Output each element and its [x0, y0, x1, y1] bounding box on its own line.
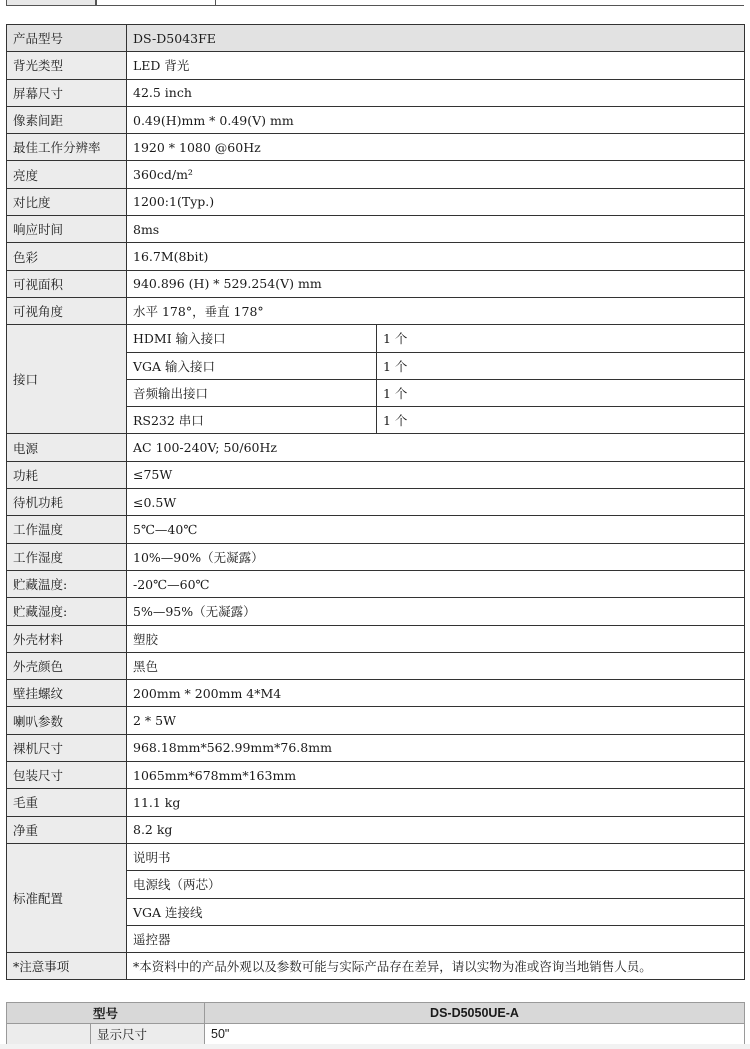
spec-value: 10%—90%（无凝露） — [127, 543, 745, 570]
spec-row — [7, 598, 745, 625]
spec-label: 裸机尺寸 — [7, 734, 127, 761]
spec-value: 8.2 kg — [127, 816, 745, 843]
spec-table — [6, 24, 745, 980]
interface-qty: 1 个 — [377, 379, 745, 406]
spec-row — [7, 652, 745, 679]
spec-label: 最佳工作分辨率 — [7, 134, 127, 161]
model-label: 型号 — [7, 1003, 205, 1024]
standard-config-item: VGA 连接线 — [127, 898, 745, 925]
spec-label: 亮度 — [7, 161, 127, 188]
spec-value: -20℃—60℃ — [127, 570, 745, 597]
interface-row — [7, 325, 745, 352]
spec-row — [7, 243, 745, 270]
spec-value: 940.896 (H) * 529.254(V) mm — [127, 270, 745, 297]
spec-value: 1065mm*678mm*163mm — [127, 762, 745, 789]
spec-value: ≤0.5W — [127, 489, 745, 516]
spec-value: 16.7M(8bit) — [127, 243, 745, 270]
spec-row — [7, 461, 745, 488]
spec-label: 包装尺寸 — [7, 762, 127, 789]
spec-value: AC 100-240V; 50/60Hz — [127, 434, 745, 461]
interface-label: 接口 — [7, 325, 127, 434]
spec-row — [7, 134, 745, 161]
spec-row — [7, 789, 745, 816]
spec-label: 色彩 — [7, 243, 127, 270]
spec-value: 5%—95%（无凝露） — [127, 598, 745, 625]
note-row — [7, 953, 745, 980]
spec-row — [7, 707, 745, 734]
standard-config-item: 电源线（两芯） — [127, 871, 745, 898]
spec-label: 像素间距 — [7, 106, 127, 133]
interface-qty: 1 个 — [377, 407, 745, 434]
spec-label: 可视角度 — [7, 297, 127, 324]
spec-label: 贮藏温度: — [7, 570, 127, 597]
model-value: DS-D5050UE-A — [205, 1003, 745, 1024]
spec-label: 对比度 — [7, 188, 127, 215]
second-table-row — [7, 1024, 745, 1045]
spec-label: 电源 — [7, 434, 127, 461]
page-bottom-edge — [0, 1044, 750, 1049]
previous-table-cell — [96, 0, 216, 6]
spec-value: 42.5 inch — [127, 79, 745, 106]
spec-value: ≤75W — [127, 461, 745, 488]
spec-value: 水平 178°，垂直 178° — [127, 297, 745, 324]
spec-row — [7, 216, 745, 243]
spec-value: 200mm * 200mm 4*M4 — [127, 680, 745, 707]
spec-label: 工作温度 — [7, 516, 127, 543]
spec-row — [7, 543, 745, 570]
interface-qty: 1 个 — [377, 325, 745, 352]
display-size-label: 显示尺寸 — [91, 1024, 205, 1045]
previous-table-cell — [216, 0, 744, 6]
spec-table-body — [7, 25, 745, 980]
standard-config-item: 遥控器 — [127, 925, 745, 952]
spec-row — [7, 434, 745, 461]
spec-row — [7, 516, 745, 543]
interface-name: RS232 串口 — [127, 407, 377, 434]
spec-value: 8ms — [127, 216, 745, 243]
spec-value: 1920 * 1080 @60Hz — [127, 134, 745, 161]
spec-value: LED 背光 — [127, 52, 745, 79]
spec-value: 黑色 — [127, 652, 745, 679]
spec-row — [7, 106, 745, 133]
spec-label: 待机功耗 — [7, 489, 127, 516]
spec-row — [7, 489, 745, 516]
spec-row — [7, 270, 745, 297]
standard-config-label: 标准配置 — [7, 843, 127, 952]
standard-config-item: 说明书 — [127, 843, 745, 870]
spec-row — [7, 79, 745, 106]
spec-row — [7, 625, 745, 652]
interface-name: HDMI 输入接口 — [127, 325, 377, 352]
interface-qty: 1 个 — [377, 352, 745, 379]
spec-row — [7, 161, 745, 188]
spec-value: 5℃—40℃ — [127, 516, 745, 543]
spec-label: 功耗 — [7, 461, 127, 488]
spec-label: 喇叭参数 — [7, 707, 127, 734]
interface-name: 音频输出接口 — [127, 379, 377, 406]
spec-label: 外壳颜色 — [7, 652, 127, 679]
spec-label: 屏幕尺寸 — [7, 79, 127, 106]
blank-cell — [7, 1024, 91, 1045]
spec-value: DS-D5043FE — [127, 25, 745, 52]
spec-row — [7, 734, 745, 761]
spec-label: 贮藏湿度: — [7, 598, 127, 625]
previous-table-cell — [6, 0, 96, 6]
spec-label: 背光类型 — [7, 52, 127, 79]
spec-label: 外壳材料 — [7, 625, 127, 652]
spec-label: 毛重 — [7, 789, 127, 816]
spec-label: 净重 — [7, 816, 127, 843]
spec-value: 11.1 kg — [127, 789, 745, 816]
spec-value: *本资料中的产品外观以及参数可能与实际产品存在差异，请以实物为准或咨询当地销售人员。 — [127, 953, 745, 980]
second-spec-table — [6, 1002, 745, 1045]
spec-row — [7, 52, 745, 79]
spec-row — [7, 570, 745, 597]
display-size-value: 50" — [205, 1024, 745, 1045]
spec-label: 工作湿度 — [7, 543, 127, 570]
spec-row — [7, 762, 745, 789]
second-table-header-row — [7, 1003, 745, 1024]
spec-value: 360cd/m² — [127, 161, 745, 188]
previous-table-edge — [0, 0, 750, 6]
interface-name: VGA 输入接口 — [127, 352, 377, 379]
spec-label: 响应时间 — [7, 216, 127, 243]
spec-row — [7, 297, 745, 324]
spec-row — [7, 680, 745, 707]
spec-value: 0.49(H)mm * 0.49(V) mm — [127, 106, 745, 133]
spec-label: 壁挂螺纹 — [7, 680, 127, 707]
spec-label: 产品型号 — [7, 25, 127, 52]
spec-label: *注意事项 — [7, 953, 127, 980]
spec-value: 968.18mm*562.99mm*76.8mm — [127, 734, 745, 761]
spec-header-row — [7, 25, 745, 52]
spec-row — [7, 816, 745, 843]
standard-config-row — [7, 843, 745, 870]
spec-value: 1200:1(Typ.) — [127, 188, 745, 215]
spec-label: 可视面积 — [7, 270, 127, 297]
spec-row — [7, 188, 745, 215]
spec-value: 塑胶 — [127, 625, 745, 652]
spec-value: 2 * 5W — [127, 707, 745, 734]
